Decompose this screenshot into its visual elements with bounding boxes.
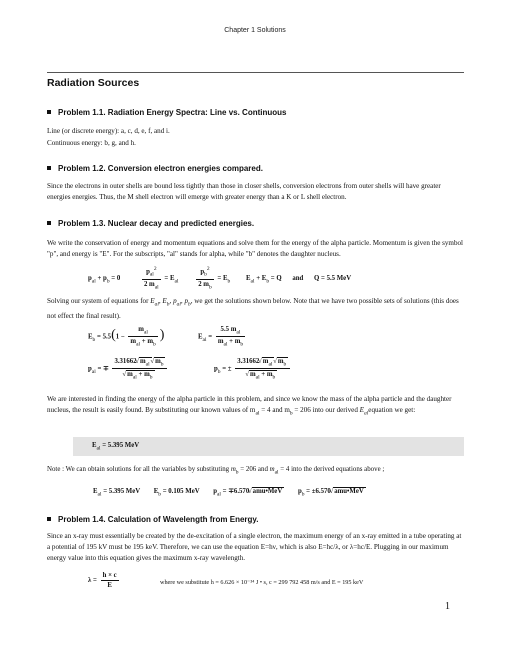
solution-pb: $p_b$ = ± 3.31662 √ $m_{al}$ √ $m_b$ √ $m_{al} + m_b$ — [214, 357, 292, 381]
q-value: Q = 5.5 MeV — [314, 274, 352, 282]
solution-eal: $E_{al}$ = $\frac{5.5 m_{al}}{m_{al} + m_b}$ — [198, 326, 244, 348]
bullet-square-icon — [47, 110, 51, 114]
problem-1-1-heading: Problem 1.1. Radiation Energy Spectra: Line vs. Continuous — [47, 108, 287, 117]
problem-1-3-intro: We write the conservation of energy and momentum equations and solve them for the energy of the alpha particle. Momentum is given the symbol "p", and energy is "E". For the subscripts, "al" stands for alpha, while "b" denotes the daughter nucleus. — [47, 239, 464, 259]
problem-1-3-note: Note : We can obtain solutions for all the variables by substituting $m_b = 206$ and $m_{al} = 4$ into the derived equations above ; — [47, 466, 385, 476]
problem-1-1-line: Line (or discrete energy): a, c, d, e, f, and i. — [47, 127, 170, 135]
bullet-square-icon — [47, 221, 51, 225]
problem-1-2-heading: Problem 1.2. Conversion electron energies compared. — [47, 164, 263, 173]
page-number: 1 — [445, 601, 450, 612]
problem-1-4-text: Since an x-ray must essentially be created by the de-excitation of a single electron, the maximum energy of an x-ray emitted in a tube operating at a potential of 195 kV must be 195 keV. Therefore, we can use the equation E=hν, which is also E=hc/λ, or λ=hc/E. Plugging in our maximum energy value into this equation gives the maximum x-ray wavelength. — [47, 532, 462, 563]
conservation-equations: $p_{al} + p_b = 0$ $\frac{p_{al}^2}{2 m_{al}}$ = $E_{al}$ $\frac{p_b^2}{2 m_b}$ = $E_b$ $E_{al} + E_b = Q$ and Q = 5.5 MeV — [88, 266, 352, 290]
problem-1-4-heading: Problem 1.4. Calculation of Wavelength from Energy. — [47, 515, 258, 524]
result-eal: $E_{al} = 5.395$ MeV — [92, 442, 140, 452]
title-rule — [47, 72, 464, 73]
problem-1-3-interested: We are interested in finding the energy of the alpha particle in this problem, and since we know the mass of the alpha particle and the daughter nucleus, the result is easily found. By substituting our known values of $m_{al} = 4$ and $m_b = 206$ into our derived $E_{al}equation$ we get: — [47, 395, 452, 417]
bullet-square-icon — [47, 517, 51, 521]
problem-1-3-solving: Solving our system of equations for $E_{al}$, $E_b$, $p_{al}$, $p_b$, we get the solutions shown below. Note that we have two possible sets of solutions (this does not effect the final result). — [47, 297, 459, 320]
wavelength-equation: λ = $\frac{h \times c}{E}$ — [88, 572, 117, 589]
section-title: Radiation Sources — [47, 77, 140, 89]
problem-1-2-text: Since the electrons in outer shells are bound less tightly than those in closer shells, conversion electrons from outer shells will have greater energies energies. Thus, the M shell electron will emerge with greater energy than a K or L shell electron. — [47, 182, 441, 202]
running-header: Chapter 1 Solutions — [224, 27, 286, 34]
wavelength-substitution: where we substitute h = 6.626 × 10⁻³⁴ J • s, c = 299 792 458 m/s and E = 195 keV — [160, 579, 364, 586]
solution-pal: $p_{al}$ = ∓ 3.31662 √ $m_{al}$ √ $m_b$ √ $m_{al} + m_b$ — [88, 357, 169, 381]
problem-1-1-continuous: Continuous energy: b, g, and h. — [47, 139, 136, 147]
bullet-square-icon — [47, 166, 51, 170]
final-values: $E_{al} = 5.395$ MeV $E_b = 0.105$ MeV $p_{al} = \mp 6.570$ √ amu•MeV $p_b = \pm 6.570$ √ amu•MeV — [93, 487, 366, 497]
solution-eb: $E_b = 5.5(1$ − $\frac{m_{al}}{m_{al} + m_b}$ ) — [88, 326, 165, 348]
problem-1-3-heading: Problem 1.3. Nuclear decay and predicted energies. — [47, 219, 254, 228]
